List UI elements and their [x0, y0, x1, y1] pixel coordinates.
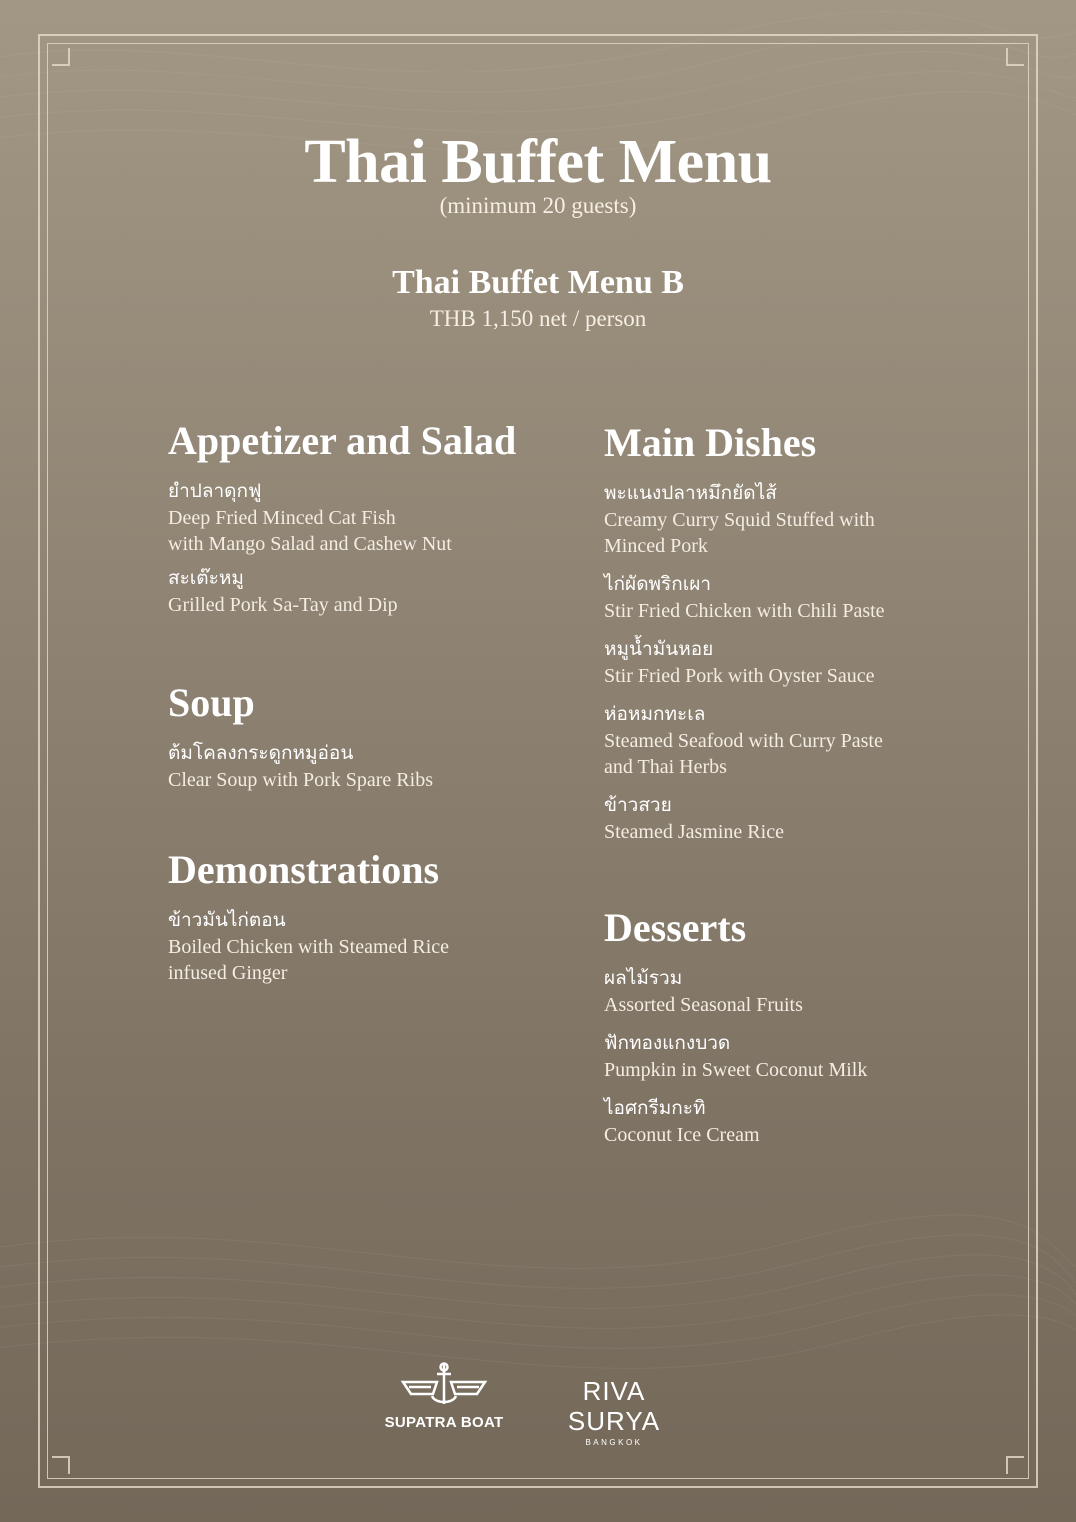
dish-english-name: Boiled Chicken with Steamed Rice [168, 936, 450, 958]
price-per-person: THB 1,150 net / person [429, 306, 647, 331]
section-title-appetizer: Appetizer and Salad [168, 418, 517, 463]
dish-thai-name: ยำปลาดุกฟู [168, 480, 262, 502]
dish-english-name: Stir Fried Chicken with Chili Paste [604, 600, 885, 622]
menu-name: Thai Buffet Menu B [392, 264, 684, 301]
right-menu-column [604, 416, 984, 1160]
dish-english-name: infused Ginger [168, 962, 288, 984]
dish-english-name: Deep Fried Minced Cat Fish [168, 507, 396, 529]
supatra-boat-logo [383, 1360, 505, 1431]
dish-english-name: Creamy Curry Squid Stuffed with [604, 509, 875, 531]
dish-thai-name: ข้าวมันไก่ตอน [168, 909, 286, 931]
corner-ornament-top-left [52, 48, 70, 66]
riva-surya-logo [534, 1376, 694, 1447]
corner-ornament-bottom-right [1006, 1456, 1024, 1474]
dish-thai-name: ไก่ผัดพริกเผา [604, 573, 712, 595]
section-title-soup: Soup [168, 680, 255, 725]
dish-thai-name: หมูน้ำมันหอย [604, 638, 714, 660]
dish-english-name: Stir Fried Pork with Oyster Sauce [604, 665, 875, 687]
dish-thai-name: ผลไม้รวม [604, 967, 683, 989]
supatra-boat-wordmark: SUPATRA BOAT [384, 1414, 504, 1431]
riva-surya-wordmark: RIVA SURYA [567, 1376, 661, 1436]
desserts-section [604, 901, 984, 1148]
menu-item [604, 1095, 984, 1148]
dish-english-name: Assorted Seasonal Fruits [604, 994, 803, 1016]
riva-surya-location: BANGKOK [585, 1438, 643, 1447]
page-title: Thai Buffet Menu [304, 128, 772, 196]
section-title-desserts: Desserts [604, 905, 747, 950]
menu-item [168, 740, 568, 793]
menu-item [604, 792, 984, 845]
anchor-wings-icon [399, 1360, 489, 1412]
dish-english-name: Minced Pork [604, 535, 708, 557]
corner-ornament-bottom-left [52, 1456, 70, 1474]
menu-item [604, 571, 984, 624]
section-title-demonstrations: Demonstrations [168, 847, 440, 892]
dish-english-name: Grilled Pork Sa-Tay and Dip [168, 594, 398, 616]
appetizer-section [168, 414, 568, 618]
dish-english-name: and Thai Herbs [604, 756, 727, 778]
menu-item [604, 636, 984, 689]
soup-section [168, 676, 568, 793]
dish-thai-name: ฟักทองแกงบวด [604, 1032, 731, 1054]
footer-logos [0, 1360, 1076, 1450]
dish-english-name: Clear Soup with Pork Spare Ribs [168, 769, 433, 791]
menu-item [604, 1030, 984, 1083]
section-title-main-dishes: Main Dishes [604, 420, 817, 465]
dish-thai-name: พะแนงปลาหมึกยัดไส้ [604, 482, 777, 504]
dish-english-name: Coconut Ice Cream [604, 1124, 760, 1146]
menu-item [168, 907, 568, 986]
dish-thai-name: ต้มโคลงกระดูกหมูอ่อน [168, 742, 354, 764]
menu-item [168, 565, 568, 618]
dish-english-name: Steamed Seafood with Curry Paste [604, 730, 883, 752]
menu-item [168, 478, 568, 557]
dish-thai-name: ไอศกรีมกะทิ [604, 1097, 706, 1119]
menu-item [604, 701, 984, 780]
dish-english-name: Pumpkin in Sweet Coconut Milk [604, 1059, 868, 1081]
dish-thai-name: สะเต๊ะหมู [168, 567, 244, 589]
demonstrations-section [168, 843, 568, 986]
dish-english-name: Steamed Jasmine Rice [604, 821, 784, 843]
dish-thai-name: ห่อหมกทะเล [604, 703, 706, 725]
dish-thai-name: ข้าวสวย [604, 794, 672, 816]
main-dishes-section [604, 416, 984, 845]
menu-item [604, 965, 984, 1018]
dish-english-name: with Mango Salad and Cashew Nut [168, 533, 452, 555]
minimum-guests-note: (minimum 20 guests) [439, 193, 637, 218]
corner-ornament-top-right [1006, 48, 1024, 66]
menu-item [604, 480, 984, 559]
left-menu-column [168, 414, 568, 994]
